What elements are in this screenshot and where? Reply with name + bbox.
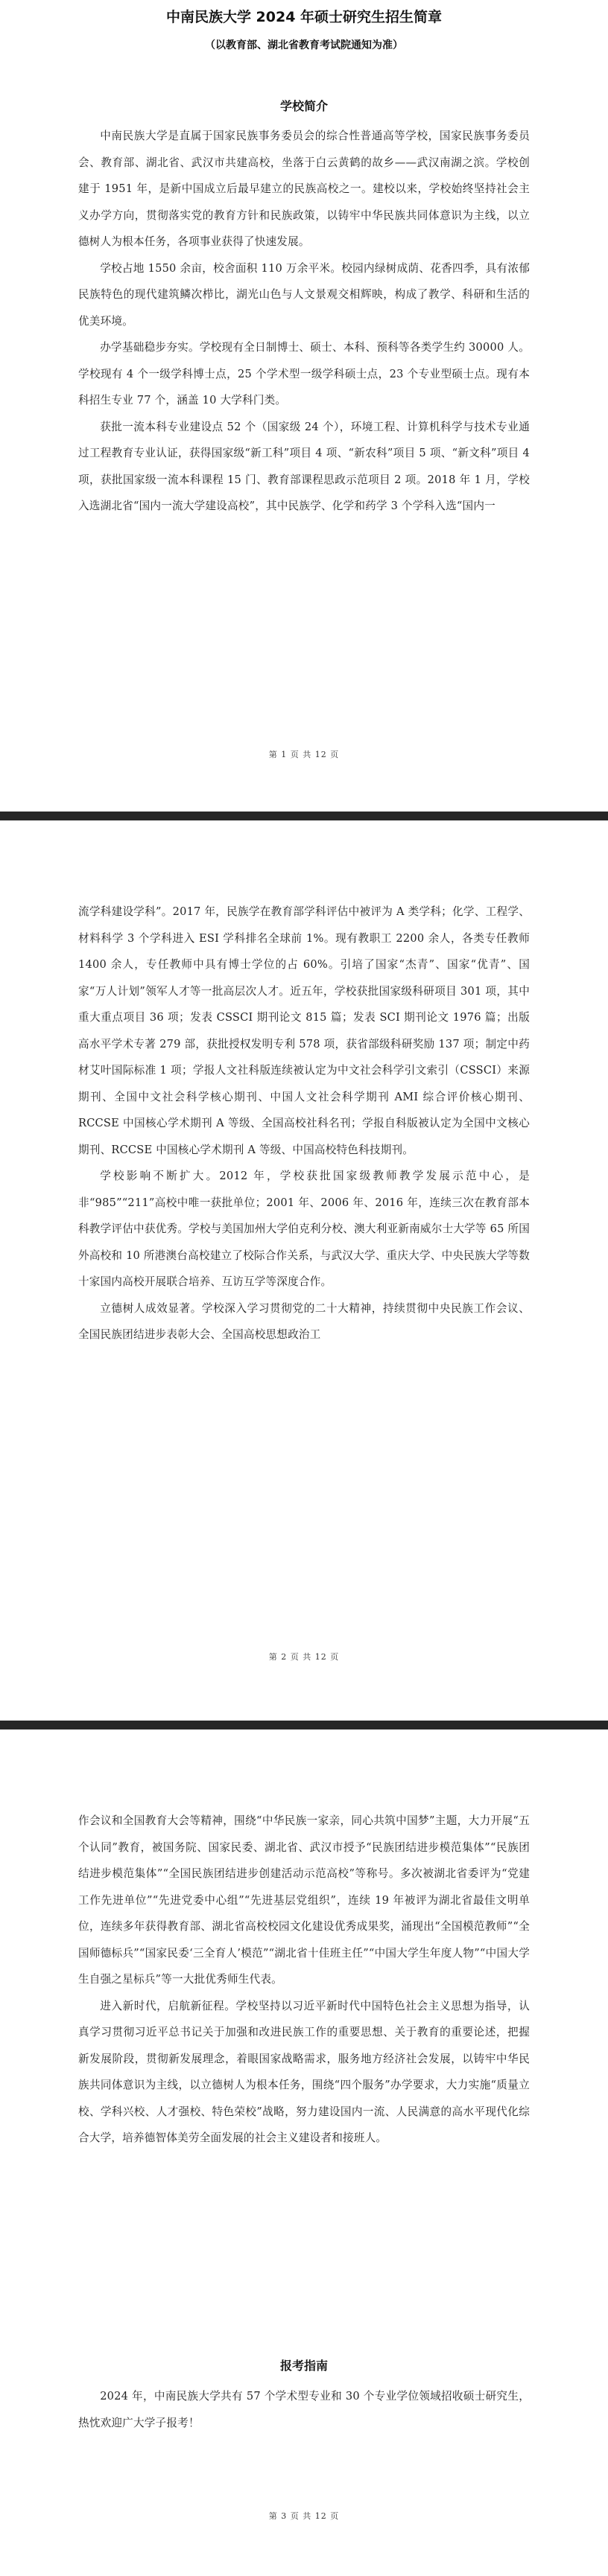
paragraph: 办学基础稳步夯实。学校现有全日制博士、硕士、本科、预科等各类学生约 30000 人。学校现有 4 个一级学科博士点，25 个学术型一级学科硕士点，23 个专业型硕士点。现有本科招生专业 77 个，涵盖 10 大学科门类。 <box>78 341 530 407</box>
guide-body <box>78 2383 530 2436</box>
page-footer: 第 2 页 共 12 页 <box>268 1652 340 1662</box>
paragraph: 2024 年，中南民族大学共有 57 个学术型专业和 30 个专业学位领域招收硕士研究生，热忱欢迎广大学子报考！ <box>78 2390 530 2429</box>
document-subtitle: （以教育部、湖北省教育考试院通知为准） <box>205 39 403 51</box>
paragraph: 作会议和全国教育大会等精神，围绕“中华民族一家亲，同心共筑中国梦”主题，大力开展“五个认同”教育，被国务院、国家民委、湖北省、武汉市授予“民族团结进步模范集体”“民族团结进步模范集体”“全国民族团结进步创建活动示范高校”等称号。多次被湖北省委评为“党建工作先进单位”“先进党委中心组”“先进基层党组织”，连续 19 年被评为湖北省最佳文明单位，连续多年获得教育部、湖北省高校校园文化建设优秀成果奖，涌现出“全国模范教师”“全国师德标兵”“国家民委‘三全育人’模范”“湖北省十佳班主任”“中国大学生年度人物”“中国大学生自强之星标兵”等一大批优秀师生代表。 <box>78 1814 530 1986</box>
document-title: 中南民族大学 2024 年硕士研究生招生简章 <box>165 9 443 25</box>
page-footer: 第 3 页 共 12 页 <box>268 2511 340 2521</box>
page-2-body <box>78 899 530 1348</box>
paragraph: 立德树人成效显著。学校深入学习贯彻党的二十大精神，持续贯彻中央民族工作会议、全国民族团结进步表彰大会、全国高校思想政治工 <box>78 1301 530 1341</box>
page-3-body <box>78 1808 530 2152</box>
page-3 <box>0 1729 608 2576</box>
paragraph: 获批一流本科专业建设点 52 个（国家级 24 个），环境工程、计算机科学与技术专业通过工程教育专业认证，获得国家级“新工科”项目 4 项、“新农科”项目 5 项、“新文科”项目 4 项，获批国家级一流本科课程 15 门、教育部课程思政示范项目 2 项。2018 年 1 月，学校入选湖北省“国内一流大学建设高校”，其中民族学、化学和药学 3 个学科入选“国内一 <box>78 420 530 512</box>
paragraph: 学校影响不断扩大。2012 年，学校获批国家级教师教学发展示范中心，是非“985”“211”高校中唯一获批单位；2001 年、2006 年、2016 年，连续三次在教育部本科教学评估中获优秀。学校与美国加州大学伯克利分校、澳大利亚新南威尔士大学等 65 所国外高校和 10 所港澳台高校建立了校际合作关系，与武汉大学、重庆大学、中央民族大学等数十家国内高校开展联合培养、互访互学等深度合作。 <box>78 1170 530 1288</box>
page-separator <box>0 812 608 820</box>
page-1-body <box>78 123 530 520</box>
page-separator <box>0 1721 608 1729</box>
paragraph: 中南民族大学是直属于国家民族事务委员会的综合性普通高等学校，国家民族事务委员会、教育部、湖北省、武汉市共建高校，坐落于白云黄鹤的故乡——武汉南湖之滨。学校创建于 1951 年，是新中国成立后最早建立的民族高校之一。建校以来，学校始终坚持社会主义办学方向，贯彻落实党的教育方针和民族政策，以铸牢中华民族共同体意识为主线，以立德树人为根本任务，各项事业获得了快速发展。 <box>78 130 530 248</box>
paragraph: 流学科建设学科”。2017 年，民族学在教育部学科评估中被评为 A 类学科；化学、工程学、材料科学 3 个学科进入 ESI 学科排名全球前 1%。现有教职工 2200 余人，各类专任教师 1400 余人，专任教师中具有博士学位的占 60%。引培了国家“杰青”、国家“优青”、国家“万人计划”领军人才等一批高层次人才。近五年，学校获批国家级科研项目 301 项，其中重大重点项目 36 项；发表 CSSCI 期刊论文 815 篇；发表 SCI 期刊论文 1976 篇；出版高水平学术专著 279 部，获批授权发明专利 578 项，获省部级科研奖励 137 项；制定中药材艾叶国际标准 1 项；学报人文社科版连续被认定为中文社会科学引文索引（CSSCI）来源期刊、全国中文社会科学核心期刊、中国人文社会科学期刊 AMI 综合评价核心期刊、RCCSE 中国核心学术期刊 A 等级、全国高校社科名刊；学报自科版被认定为全国中文核心期刊、RCCSE 中国核心学术期刊 A 等级、中国高校特色科技期刊。 <box>78 905 530 1156</box>
section-heading-school: 学校简介 <box>279 99 328 113</box>
page-footer: 第 1 页 共 12 页 <box>268 750 340 759</box>
section-heading-guide: 报考指南 <box>279 2359 328 2373</box>
page-2 <box>0 820 608 1721</box>
page-1 <box>0 0 608 812</box>
paragraph: 学校占地 1550 余亩，校舍面积 110 万余平米。校园内绿树成荫、花香四季，具有浓郁民族特色的现代建筑鳞次栉比，湖光山色与人文景观交相辉映，构成了教学、科研和生活的优美环境。 <box>78 261 530 328</box>
paragraph: 进入新时代，启航新征程。学校坚持以习近平新时代中国特色社会主义思想为指导，认真学习贯彻习近平总书记关于加强和改进民族工作的重要思想、关于教育的重要论述，把握新发展阶段，贯彻新发展理念，着眼国家战略需求，服务地方经济社会发展，以铸牢中华民族共同体意识为主线，以立德树人为根本任务，围绕“四个服务”办学要求，大力实施“质量立校、学科兴校、人才强校、特色荣校”战略，努力建设国内一流、人民满意的高水平现代化综合大学，培养德智体美劳全面发展的社会主义建设者和接班人。 <box>78 1999 530 2144</box>
